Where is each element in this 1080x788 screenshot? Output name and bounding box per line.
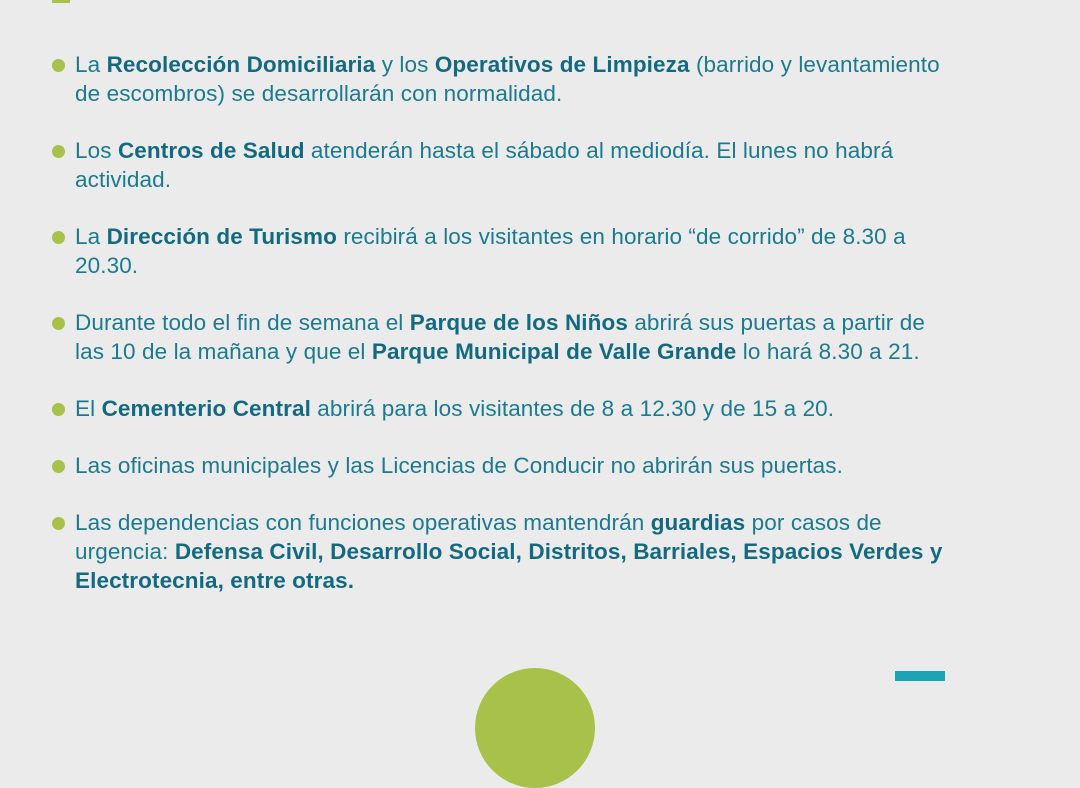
information-list <box>52 50 982 623</box>
bullet-icon <box>52 517 65 530</box>
text: de escombros) se desarrollarán con normalidad. <box>75 81 563 106</box>
text: Las oficinas municipales y las Licencias de Conducir no abrirán sus puertas. <box>75 453 843 478</box>
text: El <box>75 396 102 421</box>
bottom-circle-decoration <box>475 668 595 788</box>
list-item <box>52 394 982 423</box>
bullet-icon <box>52 145 65 158</box>
text: las 10 de la mañana y que el <box>75 339 372 364</box>
list-item <box>52 451 982 480</box>
text: por casos de <box>745 510 882 535</box>
bold-text: Cementerio Central <box>101 396 311 421</box>
bold-text: Dirección de Turismo <box>106 224 337 249</box>
text: abrirá para los visitantes de 8 a 12.30 y de 15 a 20. <box>310 396 835 421</box>
list-item <box>52 222 982 280</box>
text: lo hará 8.30 a 21. <box>736 339 920 364</box>
bold-text: Defensa Civil, Desarrollo Social, Distritos, Barriales, Espacios Verdes y <box>174 539 943 564</box>
bold-text: Parque Municipal de Valle Grande <box>371 339 737 364</box>
text: recibirá a los visitantes en horario “de corrido” de 8.30 a <box>336 224 906 249</box>
text: atenderán hasta el sábado al mediodía. El lunes no habrá <box>304 138 894 163</box>
text: Las dependencias con funciones operativas mantendrán <box>75 510 651 535</box>
top-decoration-bar <box>52 0 70 3</box>
text: La <box>75 52 107 77</box>
text: Los <box>75 138 118 163</box>
list-item <box>52 508 982 595</box>
bold-text: Operativos de Limpieza <box>434 52 690 77</box>
bold-text: Parque de los Niños <box>409 310 628 335</box>
bullet-icon <box>52 317 65 330</box>
text: La <box>75 224 107 249</box>
text: y los <box>375 52 435 77</box>
text: actividad. <box>75 167 172 192</box>
bold-text: Electrotecnia, entre otras. <box>75 568 355 593</box>
list-item <box>52 136 982 194</box>
list-item <box>52 50 982 108</box>
text: Durante todo el fin de semana el <box>75 310 410 335</box>
text: 20.30. <box>75 253 139 278</box>
list-item <box>52 308 982 366</box>
bold-text: Centros de Salud <box>117 138 305 163</box>
text: abrirá sus puertas a partir de <box>627 310 925 335</box>
bottom-square-decoration <box>895 671 945 681</box>
bullet-icon <box>52 59 65 72</box>
bold-text: guardias <box>650 510 746 535</box>
text: (barrido y levantamiento <box>689 52 940 77</box>
bold-text: Recolección Domiciliaria <box>106 52 376 77</box>
bullet-icon <box>52 231 65 244</box>
bullet-icon <box>52 403 65 416</box>
text: urgencia: <box>75 539 175 564</box>
bullet-icon <box>52 460 65 473</box>
